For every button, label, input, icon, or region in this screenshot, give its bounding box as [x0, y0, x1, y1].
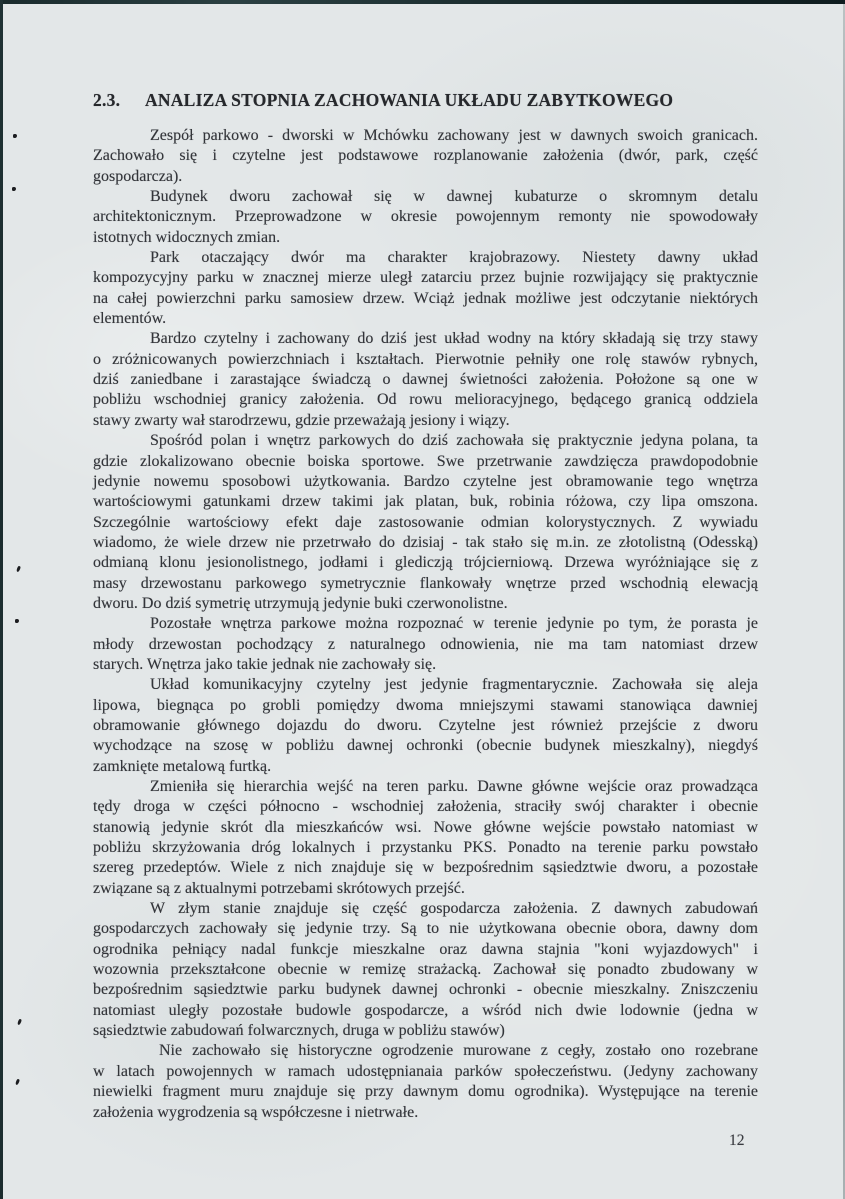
text-line: Pozostałe wnętrza parkowe można rozpoznać w terenie jedynie po tym, że porasta je — [150, 615, 758, 633]
text-line: o zróżnicowanych powierzchniach i kształtach. Pierwotnie pełniły one rolę stawów rybnych, — [93, 350, 758, 368]
text-line: elementów. — [93, 310, 167, 328]
text-line: sąsiedztwie zabudowań folwarcznych, druga w pobliżu stawów) — [93, 1022, 505, 1040]
text-line: wiadomo, że wiele drzew nie przetrwało do dzisiaj - tak stało się m.in. ze złotolistną (Odesską) — [93, 533, 758, 551]
text-line: Zachowało się i czytelne jest podstawowe rozplanowanie założenia (dwór, park, część — [93, 147, 758, 165]
text-line: kompozycyjny parku w znacznej mierze uległ zatarciu przez bujnie rozwijający się praktycznie — [93, 269, 758, 287]
text-line: założenia wygrodzenia są współczesne i nietrwałe. — [93, 1103, 419, 1121]
text-line: stanowią jedynie skrót dla mieszkańców wsi. Nowe główne wejście powstało natomiast w — [93, 818, 758, 836]
section-number: 2.3. — [93, 90, 121, 110]
scan-edge-top — [0, 0, 845, 4]
paragraph — [93, 126, 758, 187]
text-line: młody drzewostan pochodzący z naturalnego odnowienia, nie ma tam natomiast drzew — [93, 635, 758, 653]
ink-speck — [13, 134, 17, 138]
text-line: gdzie zlokalizowano obecnie boiska sportowe. Swe przetrwanie zawdzięcza prawdopodobnie — [93, 452, 758, 470]
text-line: odmianą klonu jesionolistnego, jodłami i glediczją trójcierniową. Drzewa wyróżniające się z — [93, 554, 758, 572]
text-line: szereg przedeptów. Wiele z nich znajduje się w bezpośrednim sąsiedztwie dworu, a pozostałe — [93, 859, 758, 877]
paragraph — [93, 675, 758, 777]
paragraph — [93, 777, 758, 899]
text-line: tędy droga w części północno - wschodniej założenia, straciły swój charakter i obecnie — [93, 798, 758, 816]
text-line: Szczególnie wartościowy efekt daje zastosowanie odmian kolorystycznych. Z wywiadu — [93, 513, 758, 531]
text-line: Układ komunikacyjny czytelny jest jedynie fragmentarycznie. Zachowała się aleja — [150, 676, 758, 694]
text-line: bezpośrednim sąsiedztwie parku budynek dawnej ochronki - obecnie mieszkalny. Zniszczeniu — [93, 981, 758, 999]
text-line: pobliżu skrzyżowania dróg lokalnych i przystanku PKS. Ponadto na terenie parku powstało — [93, 839, 758, 857]
paragraph — [93, 248, 758, 329]
text-line: dworu. Do dziś symetrię utrzymują jedynie buki czerwonolistne. — [93, 594, 508, 612]
text-line: gospodarczych zachowały się jedynie trzy. Są to nie użytkowana obecnie obora, dawny dom — [93, 920, 758, 938]
text-line: ogrodnika pełniący nadal funkcje mieszkalne oraz dawna stajnia "koni wyjazdowych" i — [93, 940, 758, 958]
text-line: Spośród polan i wnętrz parkowych do dziś zachowała się praktycznie jedyna polana, ta — [150, 432, 758, 450]
ink-speck — [16, 566, 21, 573]
text-line: natomiast uległy pozostałe budowle gospodarcze, a wśród nich dwie lodownie (jedna w — [93, 1001, 758, 1019]
paragraph — [93, 899, 758, 1041]
section-heading — [93, 90, 758, 111]
document-body — [93, 126, 758, 1123]
text-line: Budynek dworu zachował się w dawnej kubaturze o skromnym detalu — [150, 188, 758, 206]
text-line: zamknięte metalową furtką. — [93, 757, 272, 775]
text-line: lipowa, biegnąca po grobli pomiędzy dwoma mniejszymi stawami stanowiąca dawniej — [93, 696, 758, 714]
paragraph — [93, 1041, 758, 1122]
text-line: pobliżu wschodniej granicy założenia. Od rowu melioracyjnego, będącego granicą oddziela — [93, 391, 758, 409]
text-line: wychodzące na szosę w pobliżu dawnej ochronki (obecnie budynek mieszkalny), niegdyś — [93, 737, 758, 755]
page-number: 12 — [729, 1132, 745, 1149]
text-line: Park otaczający dwór ma charakter krajobrazowy. Niestety dawny układ — [150, 249, 758, 267]
text-line: na całej powierzchni parku samosiew drzew. Wciąż jednak możliwe jest odczytanie niektórych — [93, 289, 758, 307]
ink-speck — [12, 187, 16, 191]
scan-edge-left — [0, 0, 3, 1199]
paragraph — [93, 187, 758, 248]
text-line: jedynie nowemu sposobowi użytkowania. Bardzo czytelne jest obramowanie tego wnętrza — [93, 472, 758, 490]
text-line: Zmieniła się hierarchia wejść na teren parku. Dawne główne wejście oraz prowadząca — [150, 778, 758, 795]
text-line: starych. Wnętrza jako takie jednak nie zachowały się. — [93, 655, 437, 673]
text-line: w latach powojennych w ramach udostępnianaia parków społeczeństwu. (Jedyny zachowany — [93, 1062, 758, 1080]
text-line: wozownia przekształcone obecnie w remizę strażacką. Zachował się ponadto zbudowany w — [93, 961, 758, 979]
text-line: obramowanie głównego dojazdu do dworu. Czytelne jest również przejście z dworu — [93, 716, 758, 734]
text-line: gospodarcza). — [93, 167, 183, 185]
text-line: dziś zaniedbane i zarastające świadczą o dawnej świetności założenia. Położone są one w — [93, 371, 758, 389]
text-line: Nie zachowało się historyczne ogrodzenie murowane z cegły, zostało ono rozebrane — [159, 1042, 758, 1060]
paragraph — [93, 431, 758, 614]
text-line: masy drzewostanu parkowego symetrycznie flankowały wnętrze przed wschodnią elewacją — [93, 574, 758, 592]
text-line: architektonicznym. Przeprowadzone w okresie powojennym remonty nie spowodowały — [93, 208, 758, 226]
section-title: ANALIZA STOPNIA ZACHOWANIA UKŁADU ZABYTKOWEGO — [145, 90, 674, 110]
ink-speck — [17, 1019, 22, 1026]
text-line: istotnych widocznych zmian. — [93, 228, 281, 246]
text-line: stawy zwarty wał starodrzewu, gdzie przeważają jesiony i wiązy. — [93, 411, 510, 429]
text-line: Bardzo czytelny i zachowany do dziś jest układ wodny na który składają się trzy stawy — [150, 330, 758, 348]
ink-speck — [15, 619, 19, 623]
text-line: wartościowymi gatunkami drzew takimi jak platan, buk, robinia różowa, czy lipa omszona. — [93, 493, 758, 511]
text-line: niewielki fragment muru znajduje się przy dawnym domu ogrodnika). Występujące na terenie — [93, 1083, 758, 1101]
ink-speck — [15, 1079, 20, 1086]
text-line: W złym stanie znajduje się część gospodarcza założenia. Z dawnych zabudowań — [150, 900, 758, 918]
paragraph — [93, 614, 758, 675]
text-line: Zespół parkowo - dworski w Mchówku zachowany jest w dawnych swoich granicach. — [150, 127, 758, 144]
text-line: związane są z aktualnymi potrzebami skrótowych przejść. — [93, 879, 465, 897]
paragraph — [93, 329, 758, 431]
